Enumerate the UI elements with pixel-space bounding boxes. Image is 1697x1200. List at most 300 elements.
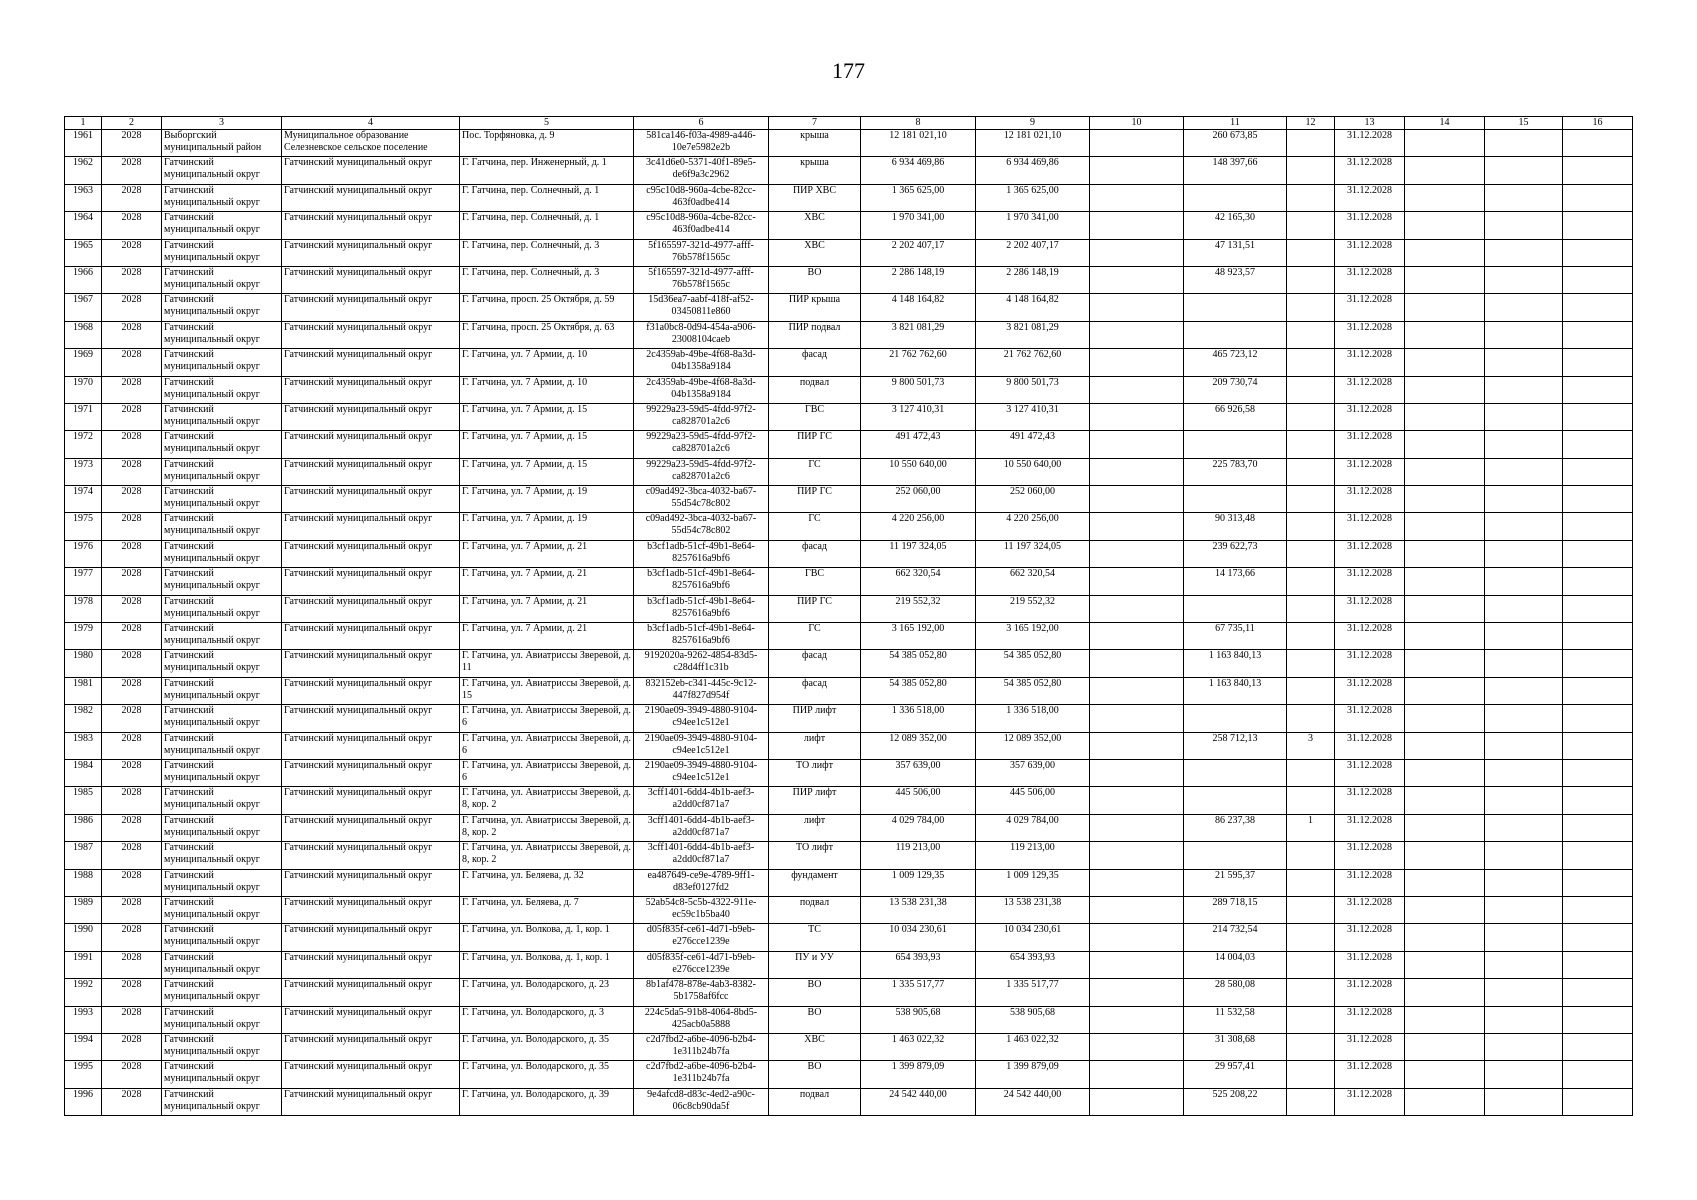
cell-year: 2028 <box>102 869 162 896</box>
cell-col-16 <box>1563 266 1633 293</box>
cell-total-cost: 4 148 164,82 <box>861 294 976 321</box>
cell-col-14 <box>1405 376 1485 403</box>
cell-col-11-amount <box>1184 321 1287 348</box>
cell-col-11-amount: 86 237,38 <box>1184 814 1287 841</box>
table-row <box>65 1033 1633 1060</box>
cell-work-type: ПИР ХВС <box>769 184 861 211</box>
cell-col-12 <box>1287 376 1335 403</box>
cell-row-number: 1969 <box>65 349 102 376</box>
cell-house-guid: c2d7fbd2-a6be-4096-b2b4-1e311b24b7fa <box>634 1033 769 1060</box>
cell-col-15 <box>1485 184 1563 211</box>
cell-year: 2028 <box>102 650 162 677</box>
cell-col-10 <box>1090 1088 1184 1115</box>
table-row <box>65 1088 1633 1115</box>
cell-house-guid: 832152eb-c341-445c-9c12-447f827d954f <box>634 677 769 704</box>
cell-address: Г. Гатчина, пер. Солнечный, д. 1 <box>460 212 634 239</box>
cell-col-12 <box>1287 1033 1335 1060</box>
cell-col-10 <box>1090 842 1184 869</box>
column-header-12: 12 <box>1287 117 1335 130</box>
cell-completion-date: 31.12.2028 <box>1335 759 1405 786</box>
cell-total-cost: 357 639,00 <box>861 759 976 786</box>
cell-work-type: фасад <box>769 540 861 567</box>
column-header-3: 3 <box>162 117 282 130</box>
cell-col-12 <box>1287 157 1335 184</box>
cell-year: 2028 <box>102 979 162 1006</box>
cell-address: Г. Гатчина, ул. Авиатриссы Зверевой, д. 6 <box>460 705 634 732</box>
cell-col-11-amount: 148 397,66 <box>1184 157 1287 184</box>
cell-completion-date: 31.12.2028 <box>1335 184 1405 211</box>
table-row <box>65 814 1633 841</box>
cell-col-16 <box>1563 294 1633 321</box>
cell-col-16 <box>1563 814 1633 841</box>
cell-completion-date: 31.12.2028 <box>1335 814 1405 841</box>
cell-col-16 <box>1563 568 1633 595</box>
cell-cost-fund: 4 148 164,82 <box>976 294 1090 321</box>
cell-municipal-district: Гатчинский муниципальный округ <box>162 595 282 622</box>
table-row <box>65 349 1633 376</box>
cell-col-14 <box>1405 979 1485 1006</box>
cell-col-10 <box>1090 1061 1184 1088</box>
cell-cost-fund: 1 970 341,00 <box>976 212 1090 239</box>
cell-municipal-district: Гатчинский муниципальный округ <box>162 732 282 759</box>
cell-col-10 <box>1090 157 1184 184</box>
cell-col-14 <box>1405 403 1485 430</box>
cell-col-16 <box>1563 513 1633 540</box>
cell-col-10 <box>1090 431 1184 458</box>
cell-col-11-amount: 90 313,48 <box>1184 513 1287 540</box>
cell-col-16 <box>1563 157 1633 184</box>
cell-total-cost: 9 800 501,73 <box>861 376 976 403</box>
cell-completion-date: 31.12.2028 <box>1335 650 1405 677</box>
cell-municipal-district: Гатчинский муниципальный округ <box>162 951 282 978</box>
cell-row-number: 1976 <box>65 540 102 567</box>
cell-col-11-amount: 31 308,68 <box>1184 1033 1287 1060</box>
cell-col-10 <box>1090 979 1184 1006</box>
table-row <box>65 266 1633 293</box>
cell-col-12 <box>1287 486 1335 513</box>
cell-municipal-district: Гатчинский муниципальный округ <box>162 924 282 951</box>
cell-completion-date: 31.12.2028 <box>1335 321 1405 348</box>
cell-work-type: фундамент <box>769 869 861 896</box>
cell-municipal-district: Гатчинский муниципальный округ <box>162 814 282 841</box>
cell-col-11-amount: 14 004,03 <box>1184 951 1287 978</box>
cell-municipality: Гатчинский муниципальный округ <box>282 294 460 321</box>
cell-row-number: 1966 <box>65 266 102 293</box>
cell-municipal-district: Гатчинский муниципальный округ <box>162 266 282 293</box>
cell-municipality: Гатчинский муниципальный округ <box>282 513 460 540</box>
cell-col-12 <box>1287 212 1335 239</box>
column-header-11: 11 <box>1184 117 1287 130</box>
cell-work-type: ВО <box>769 1006 861 1033</box>
cell-col-16 <box>1563 759 1633 786</box>
table-row <box>65 896 1633 923</box>
cell-col-14 <box>1405 1088 1485 1115</box>
cell-total-cost: 1 009 129,35 <box>861 869 976 896</box>
cell-col-15 <box>1485 458 1563 485</box>
cell-col-12 <box>1287 239 1335 266</box>
cell-row-number: 1962 <box>65 157 102 184</box>
cell-col-11-amount: 1 163 840,13 <box>1184 650 1287 677</box>
cell-work-type: ГВС <box>769 403 861 430</box>
cell-col-16 <box>1563 184 1633 211</box>
cell-year: 2028 <box>102 568 162 595</box>
cell-cost-fund: 11 197 324,05 <box>976 540 1090 567</box>
cell-row-number: 1980 <box>65 650 102 677</box>
cell-work-type: ВО <box>769 1061 861 1088</box>
cell-col-14 <box>1405 951 1485 978</box>
cell-cost-fund: 1 463 022,32 <box>976 1033 1090 1060</box>
cell-total-cost: 21 762 762,60 <box>861 349 976 376</box>
column-header-16: 16 <box>1563 117 1633 130</box>
cell-municipality: Гатчинский муниципальный округ <box>282 212 460 239</box>
cell-col-10 <box>1090 184 1184 211</box>
cell-col-16 <box>1563 732 1633 759</box>
cell-row-number: 1971 <box>65 403 102 430</box>
cell-cost-fund: 12 181 021,10 <box>976 130 1090 157</box>
cell-year: 2028 <box>102 951 162 978</box>
cell-municipal-district: Гатчинский муниципальный округ <box>162 842 282 869</box>
table-row <box>65 677 1633 704</box>
cell-col-15 <box>1485 540 1563 567</box>
cell-municipality: Гатчинский муниципальный округ <box>282 568 460 595</box>
cell-col-10 <box>1090 869 1184 896</box>
cell-work-type: ХВС <box>769 212 861 239</box>
cell-work-type: подвал <box>769 896 861 923</box>
cell-col-11-amount <box>1184 294 1287 321</box>
cell-completion-date: 31.12.2028 <box>1335 1088 1405 1115</box>
cell-col-12 <box>1287 705 1335 732</box>
cell-work-type: ВО <box>769 266 861 293</box>
cell-col-14 <box>1405 869 1485 896</box>
cell-col-15 <box>1485 924 1563 951</box>
cell-total-cost: 12 181 021,10 <box>861 130 976 157</box>
cell-col-16 <box>1563 130 1633 157</box>
cell-row-number: 1979 <box>65 623 102 650</box>
cell-year: 2028 <box>102 486 162 513</box>
cell-total-cost: 10 550 640,00 <box>861 458 976 485</box>
cell-col-16 <box>1563 321 1633 348</box>
cell-total-cost: 2 202 407,17 <box>861 239 976 266</box>
cell-address: Г. Гатчина, ул. 7 Армии, д. 15 <box>460 403 634 430</box>
cell-year: 2028 <box>102 732 162 759</box>
cell-completion-date: 31.12.2028 <box>1335 924 1405 951</box>
cell-municipal-district: Гатчинский муниципальный округ <box>162 376 282 403</box>
table-row <box>65 924 1633 951</box>
cell-col-15 <box>1485 294 1563 321</box>
cell-municipality: Гатчинский муниципальный округ <box>282 732 460 759</box>
cell-col-16 <box>1563 677 1633 704</box>
cell-col-11-amount <box>1184 184 1287 211</box>
cell-completion-date: 31.12.2028 <box>1335 677 1405 704</box>
cell-col-15 <box>1485 896 1563 923</box>
cell-house-guid: 15d36ea7-aabf-418f-af52-03450811e860 <box>634 294 769 321</box>
cell-completion-date: 31.12.2028 <box>1335 239 1405 266</box>
cell-municipality: Гатчинский муниципальный округ <box>282 157 460 184</box>
cell-col-12 <box>1287 842 1335 869</box>
table-row <box>65 376 1633 403</box>
column-header-7: 7 <box>769 117 861 130</box>
cell-cost-fund: 1 335 517,77 <box>976 979 1090 1006</box>
cell-col-10 <box>1090 787 1184 814</box>
cell-address: Г. Гатчина, ул. 7 Армии, д. 21 <box>460 595 634 622</box>
cell-house-guid: 581ca146-f03a-4989-a446-10e7e5982e2b <box>634 130 769 157</box>
cell-col-16 <box>1563 705 1633 732</box>
cell-work-type: ПИР ГС <box>769 431 861 458</box>
cell-col-10 <box>1090 705 1184 732</box>
cell-cost-fund: 4 220 256,00 <box>976 513 1090 540</box>
cell-municipality: Гатчинский муниципальный округ <box>282 814 460 841</box>
cell-year: 2028 <box>102 431 162 458</box>
cell-address: Г. Гатчина, ул. 7 Армии, д. 19 <box>460 486 634 513</box>
table-row <box>65 732 1633 759</box>
cell-col-15 <box>1485 951 1563 978</box>
cell-col-15 <box>1485 486 1563 513</box>
cell-year: 2028 <box>102 458 162 485</box>
cell-row-number: 1995 <box>65 1061 102 1088</box>
table-row <box>65 212 1633 239</box>
cell-col-15 <box>1485 568 1563 595</box>
cell-work-type: ПИР крыша <box>769 294 861 321</box>
cell-address: Г. Гатчина, ул. Волкова, д. 1, кор. 1 <box>460 924 634 951</box>
table-row <box>65 458 1633 485</box>
cell-col-11-amount: 28 580,08 <box>1184 979 1287 1006</box>
cell-col-16 <box>1563 842 1633 869</box>
cell-total-cost: 1 399 879,09 <box>861 1061 976 1088</box>
cell-total-cost: 1 335 517,77 <box>861 979 976 1006</box>
cell-cost-fund: 654 393,93 <box>976 951 1090 978</box>
cell-municipality: Гатчинский муниципальный округ <box>282 896 460 923</box>
cell-col-12 <box>1287 896 1335 923</box>
cell-municipality: Гатчинский муниципальный округ <box>282 403 460 430</box>
cell-house-guid: 99229a23-59d5-4fdd-97f2-ca828701a2c6 <box>634 403 769 430</box>
cell-row-number: 1984 <box>65 759 102 786</box>
cell-municipality: Гатчинский муниципальный округ <box>282 458 460 485</box>
cell-col-10 <box>1090 677 1184 704</box>
cell-col-12 <box>1287 431 1335 458</box>
cell-col-15 <box>1485 212 1563 239</box>
cell-col-11-amount: 1 163 840,13 <box>1184 677 1287 704</box>
cell-col-11-amount: 21 595,37 <box>1184 869 1287 896</box>
cell-house-guid: d05f835f-ce61-4d71-b9eb-e276cce1239e <box>634 924 769 951</box>
table-row <box>65 486 1633 513</box>
cell-total-cost: 491 472,43 <box>861 431 976 458</box>
cell-work-type: лифт <box>769 732 861 759</box>
column-header-14: 14 <box>1405 117 1485 130</box>
cell-col-15 <box>1485 705 1563 732</box>
cell-cost-fund: 13 538 231,38 <box>976 896 1090 923</box>
cell-completion-date: 31.12.2028 <box>1335 431 1405 458</box>
cell-house-guid: c09ad492-3bca-4032-ba67-55d54c78c802 <box>634 486 769 513</box>
cell-col-12 <box>1287 184 1335 211</box>
cell-col-15 <box>1485 239 1563 266</box>
cell-col-12 <box>1287 924 1335 951</box>
table-header <box>65 117 1633 130</box>
cell-row-number: 1989 <box>65 896 102 923</box>
cell-house-guid: 3c41d6e0-5371-40f1-89e5-de6f9a3c2962 <box>634 157 769 184</box>
cell-work-type: ТС <box>769 924 861 951</box>
cell-house-guid: ea487649-ce9e-4789-9ff1-d83ef0127fd2 <box>634 869 769 896</box>
cell-completion-date: 31.12.2028 <box>1335 732 1405 759</box>
cell-municipal-district: Гатчинский муниципальный округ <box>162 1061 282 1088</box>
cell-cost-fund: 12 089 352,00 <box>976 732 1090 759</box>
register-table <box>64 116 1633 1116</box>
cell-col-11-amount: 225 783,70 <box>1184 458 1287 485</box>
cell-col-14 <box>1405 842 1485 869</box>
cell-col-14 <box>1405 486 1485 513</box>
cell-house-guid: b3cf1adb-51cf-49b1-8e64-8257616a9bf6 <box>634 568 769 595</box>
cell-col-12: 1 <box>1287 814 1335 841</box>
table-row <box>65 157 1633 184</box>
cell-municipality: Гатчинский муниципальный округ <box>282 376 460 403</box>
cell-col-16 <box>1563 1061 1633 1088</box>
cell-col-10 <box>1090 294 1184 321</box>
cell-cost-fund: 662 320,54 <box>976 568 1090 595</box>
cell-col-12: 3 <box>1287 732 1335 759</box>
cell-col-16 <box>1563 595 1633 622</box>
cell-work-type: ГВС <box>769 568 861 595</box>
cell-col-10 <box>1090 759 1184 786</box>
cell-year: 2028 <box>102 130 162 157</box>
column-header-13: 13 <box>1335 117 1405 130</box>
cell-col-10 <box>1090 540 1184 567</box>
cell-cost-fund: 3 127 410,31 <box>976 403 1090 430</box>
cell-col-10 <box>1090 212 1184 239</box>
cell-year: 2028 <box>102 896 162 923</box>
cell-municipal-district: Гатчинский муниципальный округ <box>162 431 282 458</box>
cell-completion-date: 31.12.2028 <box>1335 1061 1405 1088</box>
cell-col-12 <box>1287 979 1335 1006</box>
cell-address: Г. Гатчина, ул. Володарского, д. 23 <box>460 979 634 1006</box>
cell-col-11-amount: 47 131,51 <box>1184 239 1287 266</box>
cell-col-11-amount <box>1184 787 1287 814</box>
cell-work-type: ГС <box>769 458 861 485</box>
cell-col-11-amount: 239 622,73 <box>1184 540 1287 567</box>
cell-house-guid: 5f165597-321d-4977-afff-76b578f1565c <box>634 266 769 293</box>
cell-row-number: 1975 <box>65 513 102 540</box>
cell-col-15 <box>1485 130 1563 157</box>
cell-col-15 <box>1485 677 1563 704</box>
table-row <box>65 979 1633 1006</box>
cell-address: Г. Гатчина, ул. Авиатриссы Зверевой, д. 8, кор. 2 <box>460 814 634 841</box>
table-row <box>65 321 1633 348</box>
cell-col-11-amount <box>1184 759 1287 786</box>
cell-col-16 <box>1563 540 1633 567</box>
cell-col-12 <box>1287 787 1335 814</box>
cell-year: 2028 <box>102 212 162 239</box>
cell-municipality: Гатчинский муниципальный округ <box>282 924 460 951</box>
cell-col-12 <box>1287 403 1335 430</box>
cell-address: Г. Гатчина, ул. 7 Армии, д. 19 <box>460 513 634 540</box>
cell-row-number: 1988 <box>65 869 102 896</box>
cell-total-cost: 13 538 231,38 <box>861 896 976 923</box>
cell-col-10 <box>1090 349 1184 376</box>
cell-col-15 <box>1485 1033 1563 1060</box>
cell-col-12 <box>1287 623 1335 650</box>
cell-municipality: Гатчинский муниципальный округ <box>282 349 460 376</box>
cell-col-12 <box>1287 1061 1335 1088</box>
cell-completion-date: 31.12.2028 <box>1335 623 1405 650</box>
cell-address: Пос. Торфяновка, д. 9 <box>460 130 634 157</box>
cell-cost-fund: 219 552,32 <box>976 595 1090 622</box>
column-header-6: 6 <box>634 117 769 130</box>
cell-address: Г. Гатчина, ул. Авиатриссы Зверевой, д. 11 <box>460 650 634 677</box>
cell-col-14 <box>1405 540 1485 567</box>
cell-row-number: 1996 <box>65 1088 102 1115</box>
cell-year: 2028 <box>102 1088 162 1115</box>
cell-work-type: ХВС <box>769 1033 861 1060</box>
cell-house-guid: 3cff1401-6dd4-4b1b-aef3-a2dd0cf871a7 <box>634 842 769 869</box>
cell-total-cost: 4 029 784,00 <box>861 814 976 841</box>
cell-total-cost: 1 365 625,00 <box>861 184 976 211</box>
cell-col-16 <box>1563 1088 1633 1115</box>
cell-year: 2028 <box>102 705 162 732</box>
table-row <box>65 787 1633 814</box>
cell-cost-fund: 1 336 518,00 <box>976 705 1090 732</box>
cell-house-guid: b3cf1adb-51cf-49b1-8e64-8257616a9bf6 <box>634 595 769 622</box>
cell-col-11-amount <box>1184 842 1287 869</box>
cell-house-guid: f31a0bc8-0d94-454a-a906-23008104caeb <box>634 321 769 348</box>
cell-col-16 <box>1563 979 1633 1006</box>
cell-total-cost: 1 463 022,32 <box>861 1033 976 1060</box>
cell-work-type: ПИР подвал <box>769 321 861 348</box>
cell-row-number: 1977 <box>65 568 102 595</box>
cell-year: 2028 <box>102 321 162 348</box>
cell-row-number: 1972 <box>65 431 102 458</box>
cell-col-16 <box>1563 458 1633 485</box>
cell-col-14 <box>1405 595 1485 622</box>
cell-col-14 <box>1405 677 1485 704</box>
cell-total-cost: 24 542 440,00 <box>861 1088 976 1115</box>
cell-row-number: 1978 <box>65 595 102 622</box>
cell-municipal-district: Гатчинский муниципальный округ <box>162 349 282 376</box>
cell-col-15 <box>1485 759 1563 786</box>
cell-col-10 <box>1090 1033 1184 1060</box>
cell-col-10 <box>1090 814 1184 841</box>
table-row <box>65 650 1633 677</box>
cell-row-number: 1983 <box>65 732 102 759</box>
cell-col-11-amount: 29 957,41 <box>1184 1061 1287 1088</box>
cell-total-cost: 662 320,54 <box>861 568 976 595</box>
cell-col-15 <box>1485 595 1563 622</box>
cell-year: 2028 <box>102 759 162 786</box>
cell-work-type: ПИР лифт <box>769 705 861 732</box>
cell-col-10 <box>1090 513 1184 540</box>
cell-col-12 <box>1287 869 1335 896</box>
cell-year: 2028 <box>102 239 162 266</box>
cell-col-14 <box>1405 650 1485 677</box>
cell-cost-fund: 1 399 879,09 <box>976 1061 1090 1088</box>
cell-cost-fund: 54 385 052,80 <box>976 650 1090 677</box>
cell-completion-date: 31.12.2028 <box>1335 951 1405 978</box>
cell-house-guid: 2c4359ab-49be-4f68-8a3d-04b1358a9184 <box>634 349 769 376</box>
cell-col-10 <box>1090 266 1184 293</box>
cell-municipal-district: Гатчинский муниципальный округ <box>162 759 282 786</box>
cell-municipal-district: Гатчинский муниципальный округ <box>162 212 282 239</box>
cell-cost-fund: 10 034 230,61 <box>976 924 1090 951</box>
column-header-5: 5 <box>460 117 634 130</box>
cell-total-cost: 54 385 052,80 <box>861 650 976 677</box>
cell-completion-date: 31.12.2028 <box>1335 349 1405 376</box>
cell-col-12 <box>1287 130 1335 157</box>
cell-address: Г. Гатчина, просп. 25 Октября, д. 63 <box>460 321 634 348</box>
cell-col-16 <box>1563 787 1633 814</box>
cell-col-10 <box>1090 486 1184 513</box>
cell-house-guid: 8b1af478-878e-4ab3-8382-5b1758af6fcc <box>634 979 769 1006</box>
cell-municipal-district: Гатчинский муниципальный округ <box>162 568 282 595</box>
cell-col-14 <box>1405 431 1485 458</box>
cell-municipality: Гатчинский муниципальный округ <box>282 869 460 896</box>
table-row <box>65 184 1633 211</box>
